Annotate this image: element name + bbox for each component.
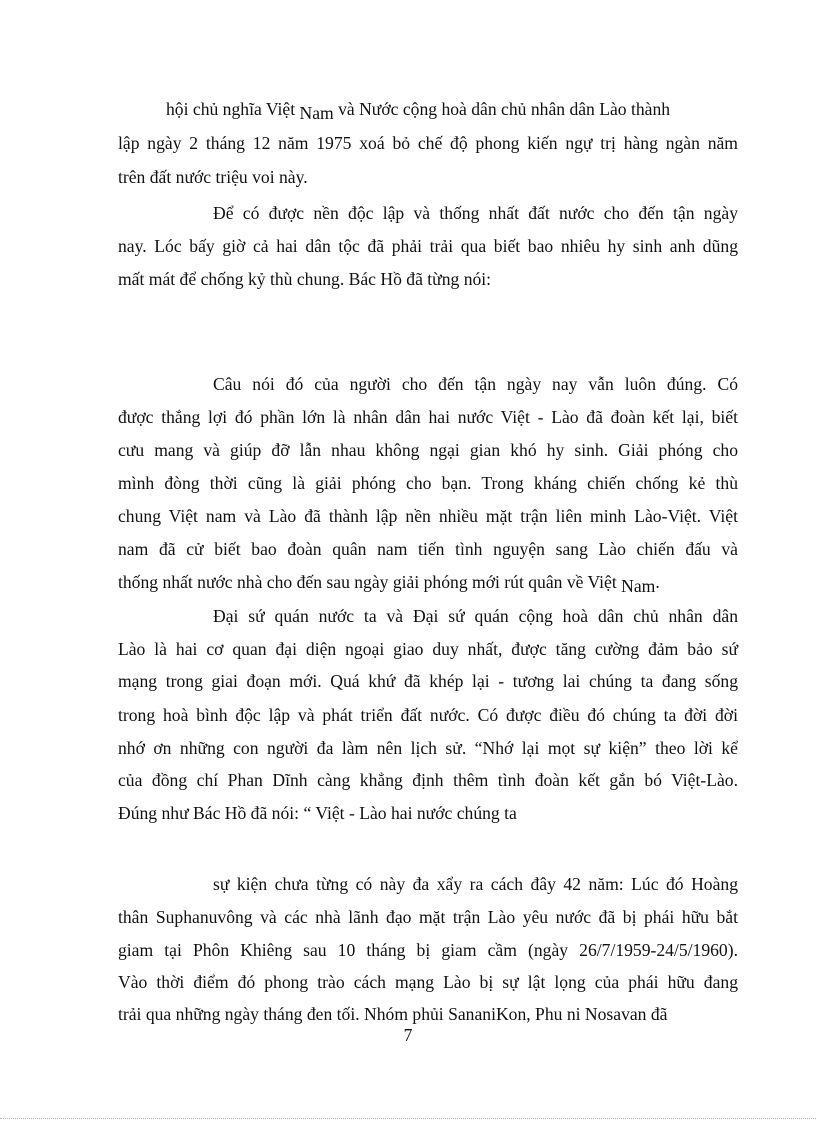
text-line: Vào thời điểm đó phong trào cách mạng Lào bị sự lật lọng của phái hữu đang <box>118 972 738 992</box>
text-line: được thắng lợi đó phần lớn là nhân dân hai nước Việt - Lào đã đoàn kết lại, biết <box>118 407 738 427</box>
text-line: mình đòng thời cũng là giải phóng cho bạn. Trong kháng chiến chống kẻ thù <box>118 473 738 493</box>
text-line: lập ngày 2 tháng 12 năm 1975 xoá bỏ chế độ phong kiến ngự trị hàng ngàn năm <box>118 133 738 153</box>
text-line: của đồng chí Phan Dĩnh càng khẳng định thêm tình đoàn kết gắn bó Việt-Lào. <box>118 770 738 790</box>
text-line: thống nhất nước nhà cho đến sau ngày giải phóng mới rút quân về Việt Nam. <box>118 572 660 596</box>
text-line: Câu nói đó của người cho đến tận ngày nay vẫn luôn đúng. Có <box>213 374 738 394</box>
text-line: mạng trong giai đoạn mới. Quá khứ đã khép lại - tương lai chúng ta đang sống <box>118 671 738 691</box>
text-line: Đúng như Bác Hồ đã nói: “ Việt - Lào hai nước chúng ta <box>118 803 517 823</box>
text-line: nay. Lóc bấy giờ cả hai dân tộc đã phải trải qua biết bao nhiêu hy sinh anh dũng <box>118 236 738 256</box>
text-line: trải qua những ngày tháng đen tối. Nhóm phủi SananiKon, Phu ni Nosavan đã <box>118 1004 668 1024</box>
text-line: nhớ ơn những con người đa làm nên lịch sử. “Nhớ lại mọt sự kiện” theo lời kể <box>118 738 738 758</box>
text-line: trong hoà bình độc lập và phát triển đất nước. Có được điều đó chúng ta đời đời <box>118 705 738 725</box>
text-line: nam đã cử biết bao đoàn quân nam tiến tình nguyện sang Lào chiến đấu và <box>118 539 738 559</box>
text-line: hội chủ nghĩa Việt Nam và Nước cộng hoà dân chủ nhân dân Lào thành <box>166 99 671 123</box>
text-line: mất mát để chống kỷ thù chung. Bác Hồ đã từng nói: <box>118 269 492 289</box>
text-line: giam tại Phôn Khiêng sau 10 tháng bị giam cầm (ngày 26/7/1959-24/5/1960). <box>118 940 738 960</box>
text-line: Đại sứ quán nước ta và Đại sứ quán cộng hoà dân chủ nhân dân <box>213 606 738 626</box>
page-number: 7 <box>403 1025 413 1045</box>
page-bottom-divider <box>0 1118 816 1119</box>
text-line: trên đất nước triệu voi này. <box>118 167 308 187</box>
text-line: Để có được nền độc lập và thống nhất đất nước cho đến tận ngày <box>213 203 738 223</box>
text-line: sự kiện chưa từng có này đa xẩy ra cách đây 42 năm: Lúc đó Hoàng <box>213 874 738 894</box>
text-line: cưu mang và giúp đỡ lẫn nhau không ngại gian khó hy sinh. Giải phóng cho <box>118 440 738 460</box>
text-line: thân Suphanuvông và các nhà lãnh đạo mặt trận Lào yêu nước đã bị phái hữu bắt <box>118 907 738 927</box>
text-line: Lào là hai cơ quan đại diện ngoại giao duy nhất, được tăng cường đảm bảo sứ <box>118 639 738 659</box>
text-line: chung Việt nam và Lào đã thành lập nền nhiều mặt trận liên minh Lào-Việt. Việt <box>118 506 738 526</box>
